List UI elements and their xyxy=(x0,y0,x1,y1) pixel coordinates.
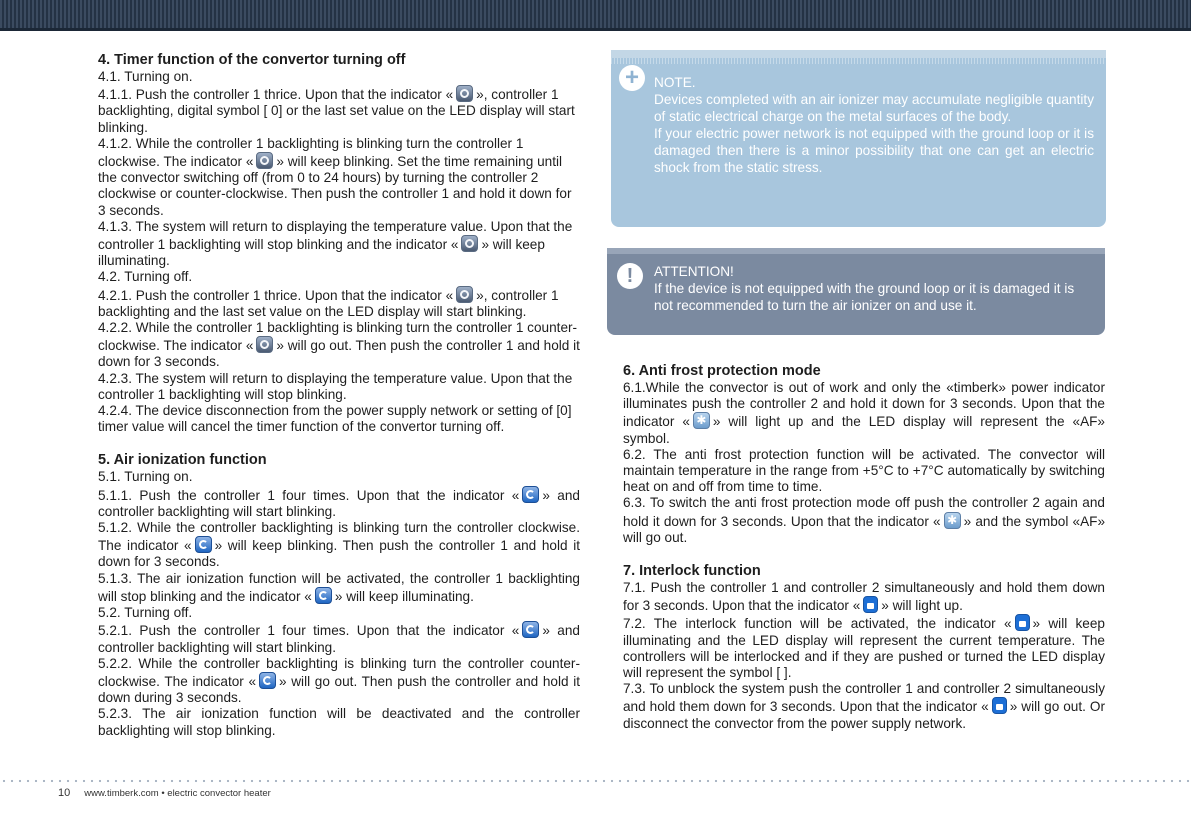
note-paragraph-2: If your electric power network is not equipped with the ground loop or it is damaged then there is a minor possibility that one can get an electric shock from the static stress. xyxy=(654,126,1094,175)
timer-indicator-icon xyxy=(256,336,273,353)
right-column xyxy=(623,363,1105,732)
plus-icon: + xyxy=(619,65,645,91)
paragraph-5-2-1: 5.2.1. Push the controller 1 four times. Upon that the indicator « » and controller backlighting will start blinking. xyxy=(98,623,580,655)
page-number: 10 xyxy=(58,787,71,799)
attention-title: ATTENTION! xyxy=(654,264,734,279)
section-5-2-heading: 5.2. Turning off. xyxy=(98,605,193,621)
attention-text xyxy=(654,263,1096,314)
paragraph-5-1-2: 5.1.2. While the controller backlighting is blinking turn the controller clockwise. The indicator « » will keep blinking. Then push the controller 1 and hold it down for 3 seconds. xyxy=(98,520,580,570)
paragraph-6-2: 6.2. The anti frost protection function will be activated. The convector will maintain temperature in the range from +5°C to +7°C automatically by switching heat on and off from time to time. xyxy=(623,446,1105,495)
paragraph-6-3: 6.3. To switch the anti frost protection mode off push the controller 2 again and hold it down for 3 seconds. Upon that the indicator «✱ » and the symbol «AF» will go out. xyxy=(623,495,1105,546)
section-5-1-heading: 5.1. Turning on. xyxy=(98,469,193,485)
timer-indicator-icon xyxy=(256,152,273,169)
note-text xyxy=(654,74,1094,176)
note-title: NOTE. xyxy=(654,75,696,90)
section-4-1-heading: 4.1. Turning on. xyxy=(98,69,193,84)
paragraph-5-1-3: 5.1.3. The air ionization function will be activated, the controller 1 backlighting will stop blinking and the indicator « » will keep illuminating. xyxy=(98,570,580,604)
paragraph-7-3: 7.3. To unblock the system push the controller 1 and controller 2 simultaneously and hold them down for 3 seconds. Upon that the indicator « » will go out. Or disconnect the convector from the power supply network. xyxy=(623,681,1105,731)
lock-indicator-icon xyxy=(1015,614,1030,631)
timer-indicator-icon xyxy=(456,286,473,303)
dotted-divider xyxy=(0,779,1191,783)
note-paragraph-1: Devices completed with an air ionizer may accumulate negligible quantity of static electrical charge on the metal surfaces of the body. xyxy=(654,92,1094,124)
note-box xyxy=(611,50,1106,227)
paragraph-6-1: 6.1.While the convector is out of work and only the «timberk» power indicator illuminates push the controller 2 and hold it down for 3 seconds. Upon that the indicator «✱ » will light up and the LED display will represent the «AF» symbol. xyxy=(623,380,1105,447)
paragraph-5-2-2: 5.2.2. While the controller backlighting is blinking turn the controller counter- clockwise. The indicator « » will go out. Then push the controller and hold it down during 3 seconds. xyxy=(98,655,580,706)
header-bar xyxy=(0,0,1191,31)
ionizer-indicator-icon xyxy=(522,621,539,638)
section-4-2-heading: 4.2. Turning off. xyxy=(98,269,193,285)
paragraph-7-1: 7.1. Push the controller 1 and controller 2 simultaneously and hold them down for 3 seconds. Upon that the indicator « » will light up. xyxy=(623,580,1105,614)
left-column xyxy=(98,52,580,739)
ionizer-indicator-icon xyxy=(195,536,212,553)
attention-box xyxy=(607,248,1105,335)
exclamation-icon: ! xyxy=(617,263,643,289)
paragraph-5-2-3: 5.2.3. The air ionization function will be deactivated and the controller backlighting will stop blinking. xyxy=(98,706,580,738)
section-7-title: 7. Interlock function xyxy=(623,563,761,580)
page-footer xyxy=(58,786,271,801)
timer-indicator-icon xyxy=(461,235,478,252)
frost-indicator-icon xyxy=(944,512,961,529)
timer-indicator-icon xyxy=(456,85,473,102)
section-4-title: 4. Timer function of the convertor turning off xyxy=(98,52,406,68)
lock-indicator-icon xyxy=(863,596,878,613)
attention-paragraph: If the device is not equipped with the ground loop or it is damaged it is not recommended to turn the air ionizer on and use it. xyxy=(654,281,1075,313)
ionizer-indicator-icon xyxy=(259,672,276,689)
section-6-title: 6. Anti frost protection mode xyxy=(623,363,821,379)
paragraph-4-2-4: 4.2.4. The device disconnection from the power supply network or setting of [0] timer value will cancel the timer function of the convertor turning off. xyxy=(98,403,572,435)
paragraph-7-2: 7.2. The interlock function will be activated, the indicator « » will keep illuminating and the LED display will represent the current temperature. The controllers will be interlocked and if they are pushed or turned the LED display will represent the symbol [ ]. xyxy=(623,616,1105,681)
paragraph-4-2-3: 4.2.3. The system will return to displaying the temperature value. Upon that the controller 1 backlighting will stop blinking. xyxy=(98,370,573,402)
paragraph-4-2-1: 4.2.1. Push the controller 1 thrice. Upon that the indicator « », controller 1 backlighting and the last set value on the LED display will start blinking. xyxy=(98,287,559,319)
lock-indicator-icon xyxy=(992,697,1007,714)
paragraph-4-1-2: 4.1.2. While the controller 1 backlighting is blinking turn the controller 1 clockwise. The indicator « » will keep blinking. Set the time remaining until the convector switching off (from 0 to 24 hours) by turning the controller 2 clockwise or counter-clockwise. Then push the controller 1 and hold it down for 3 seconds. xyxy=(98,135,572,218)
ionizer-indicator-icon xyxy=(522,486,539,503)
paragraph-5-1-1: 5.1.1. Push the controller 1 four times. Upon that the indicator « » and controller backlighting will start blinking. xyxy=(98,487,580,519)
paragraph-4-1-3: 4.1.3. The system will return to displaying the temperature value. Upon that the controller 1 backlighting will stop blinking and the indicator « » will keep illuminating. xyxy=(98,218,573,269)
paragraph-4-2-2: 4.2.2. While the controller 1 backlighting is blinking turn the controller 1 counter-clockwise. The indicator « » will go out. Then push the controller 1 and hold it down for 3 seconds. xyxy=(98,320,580,370)
footer-text: www.timberk.com • electric convector heater xyxy=(84,788,271,799)
ionizer-indicator-icon xyxy=(315,587,332,604)
paragraph-4-1-1: 4.1.1. Push the controller 1 thrice. Upon that the indicator « », controller 1 backlighting, digital symbol [ 0] or the last set value on the LED display will start blinking. xyxy=(98,87,575,135)
frost-indicator-icon xyxy=(693,412,710,429)
section-5-title: 5. Air ionization function xyxy=(98,452,267,469)
